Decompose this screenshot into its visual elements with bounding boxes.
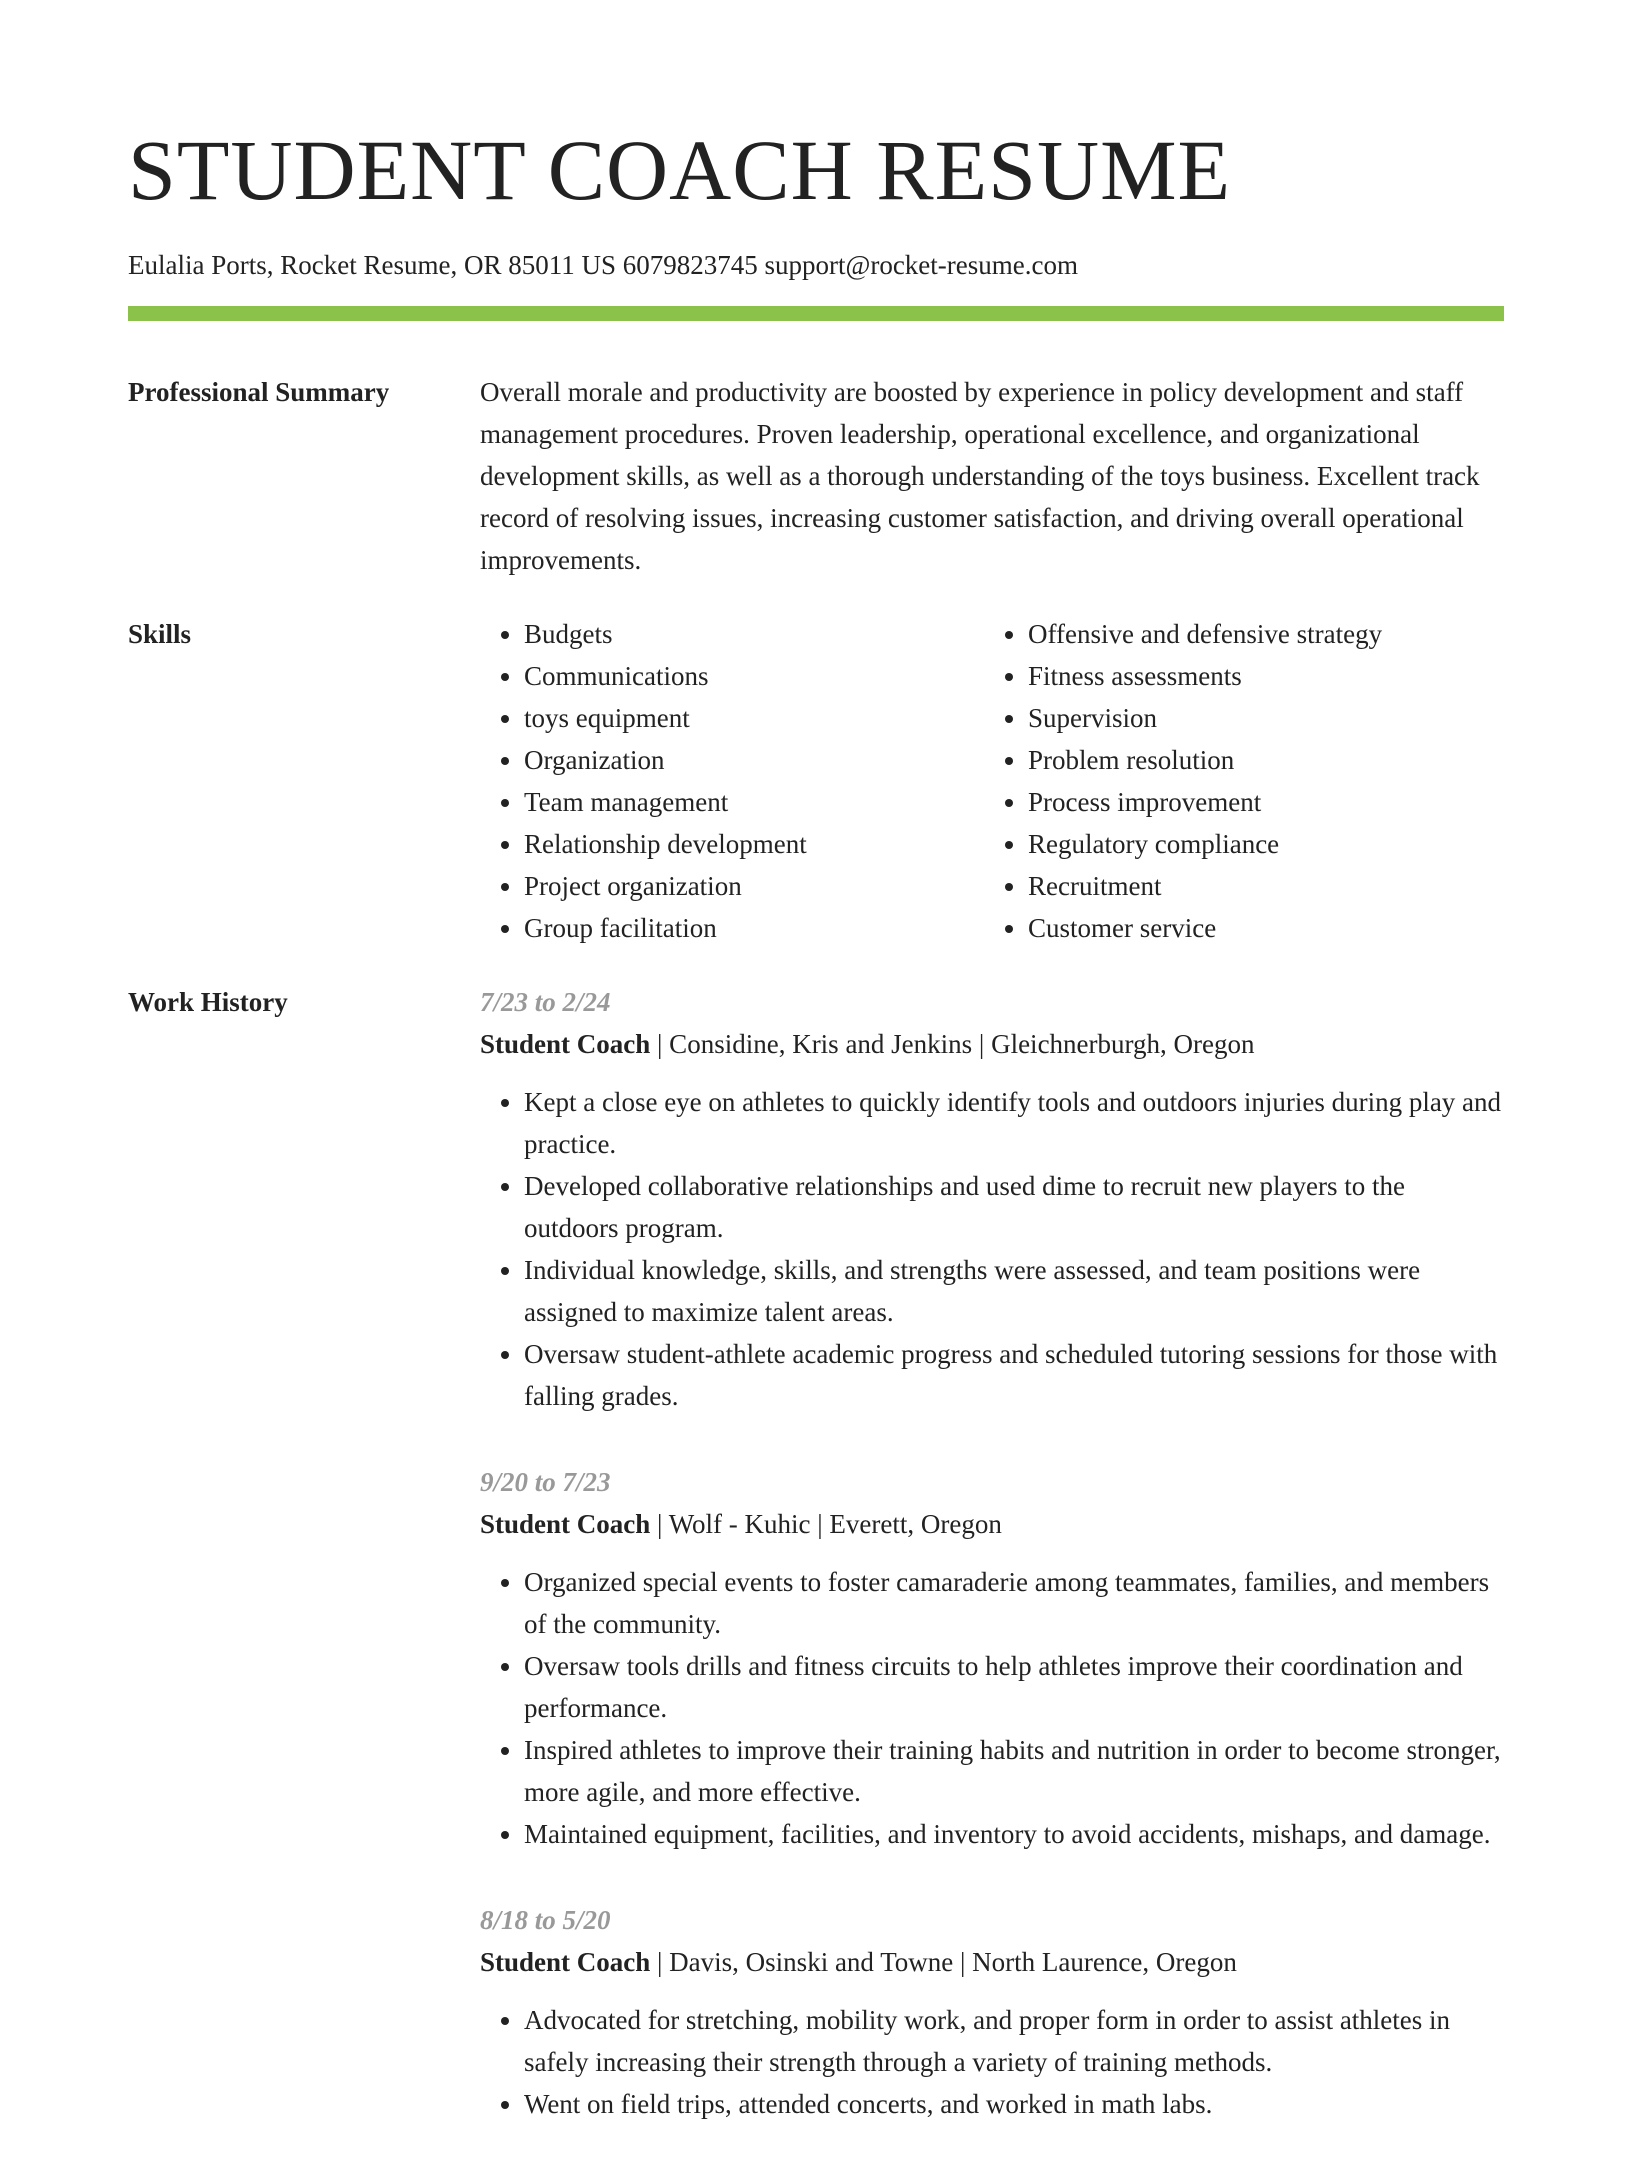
job-dates: 9/20 to 7/23 <box>480 1467 611 1497</box>
job-duty: • Oversaw student-athlete academic progress and scheduled tutoring sessions for those with falling grades. <box>524 1333 1504 1417</box>
job-entry <box>480 981 1504 1417</box>
job-title: Student Coach <box>480 1509 651 1539</box>
resume-title: STUDENT COACH RESUME <box>128 122 1232 218</box>
job-duty: • Inspired athletes to improve their training habits and nutrition in order to become stronger, more agile, and more effective. <box>524 1729 1504 1813</box>
skill-item: • Offensive and defensive strategy <box>1028 613 1488 655</box>
job-dates: 8/18 to 5/20 <box>480 1905 611 1935</box>
job-employer-location: | Davis, Osinski and Towne | North Laurence, Oregon <box>650 1947 1237 1977</box>
job-duty: • Went on field trips, attended concerts, and worked in math labs. <box>524 2083 1504 2125</box>
skill-item: • Project organization <box>524 865 984 907</box>
skill-item: • Customer service <box>1028 907 1488 949</box>
skill-item: • Team management <box>524 781 984 823</box>
job-duties <box>480 1999 1504 2125</box>
job-duty: • Maintained equipment, facilities, and inventory to avoid accidents, mishaps, and damage. <box>524 1813 1504 1855</box>
resume-page <box>128 0 1504 2169</box>
skills-column-left <box>480 613 984 949</box>
skill-item: • Fitness assessments <box>1028 655 1488 697</box>
skill-item: • Communications <box>524 655 984 697</box>
job-entry <box>480 1899 1504 2125</box>
job-duty: • Individual knowledge, skills, and strengths were assessed, and team positions were assigned to maximize talent areas. <box>524 1249 1504 1333</box>
skills-list-right <box>984 613 1488 949</box>
skills-column-right <box>984 613 1488 949</box>
job-duty: • Oversaw tools drills and fitness circuits to help athletes improve their coordination and performance. <box>524 1645 1504 1729</box>
job-dates: 7/23 to 2/24 <box>480 987 611 1017</box>
job-heading <box>480 1941 1504 1983</box>
job-title: Student Coach <box>480 1947 651 1977</box>
work-history-entries <box>480 981 1504 2169</box>
job-title: Student Coach <box>480 1029 651 1059</box>
job-duty: • Advocated for stretching, mobility work, and proper form in order to assist athletes in safely increasing their strength through a variety of training methods. <box>524 1999 1504 2083</box>
skills-list-left <box>480 613 984 949</box>
summary-heading: Professional Summary <box>128 377 390 407</box>
job-entry <box>480 1461 1504 1855</box>
skill-item: • Recruitment <box>1028 865 1488 907</box>
job-employer-location: | Considine, Kris and Jenkins | Gleichnerburgh, Oregon <box>650 1029 1255 1059</box>
work-history-section <box>128 981 1504 2169</box>
summary-section <box>128 371 1504 581</box>
skills-heading: Skills <box>128 619 192 649</box>
skills-section <box>128 613 1504 949</box>
job-duty: • Organized special events to foster camaraderie among teammates, families, and members of the community. <box>524 1561 1504 1645</box>
skill-item: • Problem resolution <box>1028 739 1488 781</box>
skill-item: • Budgets <box>524 613 984 655</box>
job-duty: • Developed collaborative relationships and used dime to recruit new players to the outdoors program. <box>524 1165 1504 1249</box>
job-duties <box>480 1081 1504 1417</box>
skill-item: • Organization <box>524 739 984 781</box>
job-heading <box>480 1503 1504 1545</box>
job-employer-location: | Wolf - Kuhic | Everett, Oregon <box>650 1509 1002 1539</box>
job-heading <box>480 1023 1504 1065</box>
skill-item: • Regulatory compliance <box>1028 823 1488 865</box>
job-duty: • Kept a close eye on athletes to quickly identify tools and outdoors injuries during play and practice. <box>524 1081 1504 1165</box>
accent-divider <box>128 306 1504 321</box>
job-duties <box>480 1561 1504 1855</box>
skill-item: • toys equipment <box>524 697 984 739</box>
skill-item: • Group facilitation <box>524 907 984 949</box>
skills-columns <box>480 613 1504 949</box>
skill-item: • Process improvement <box>1028 781 1488 823</box>
summary-text: Overall morale and productivity are boosted by experience in policy development and staff management procedures. Proven leadership, operational excellence, and organizational development skills, as well as a thorough understanding of the toys business. Excellent track record of resolving issues, increasing customer satisfaction, and driving overall operational improvements. <box>480 377 1480 575</box>
contact-line: Eulalia Ports, Rocket Resume, OR 85011 US 6079823745 support@rocket-resume.com <box>128 250 1078 280</box>
skill-item: • Relationship development <box>524 823 984 865</box>
work-history-heading: Work History <box>128 987 288 1017</box>
skill-item: • Supervision <box>1028 697 1488 739</box>
